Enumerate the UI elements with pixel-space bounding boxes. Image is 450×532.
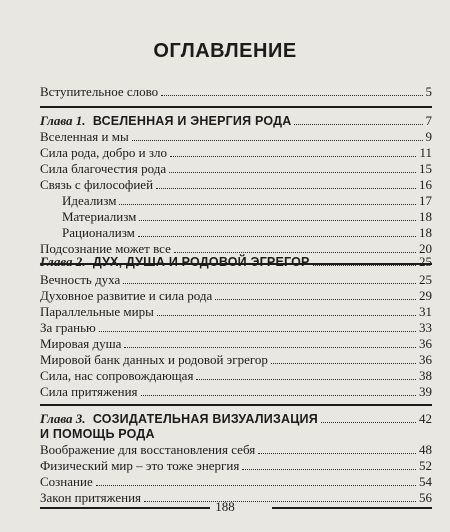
entry-text: Материализм bbox=[62, 209, 137, 224]
entry-page: 56 bbox=[419, 490, 432, 505]
dot-leader bbox=[196, 369, 416, 380]
dot-leader bbox=[96, 475, 416, 486]
entry-text: Закон притяжения bbox=[40, 490, 142, 505]
chapter-label: Глава 3. bbox=[40, 411, 86, 426]
entry-page: 42 bbox=[419, 411, 432, 426]
dot-leader bbox=[156, 178, 416, 189]
dot-leader bbox=[169, 162, 416, 173]
entry-page: 20 bbox=[419, 241, 432, 256]
chapter-label: Глава 2. bbox=[40, 254, 86, 269]
entry-text: Вступительное слово bbox=[40, 84, 159, 99]
page-number: 188 bbox=[215, 499, 235, 514]
toc-entry[interactable] bbox=[40, 336, 432, 352]
entry-page: 33 bbox=[419, 320, 432, 335]
dot-leader bbox=[119, 194, 416, 205]
entry-page: 25 bbox=[419, 272, 432, 287]
entry-text: Рационализм bbox=[62, 225, 135, 240]
entry-page: 18 bbox=[419, 209, 432, 224]
page-title: ОГЛАВЛЕНИЕ bbox=[153, 40, 297, 62]
dot-leader bbox=[99, 321, 416, 332]
toc-entry[interactable] bbox=[40, 474, 432, 490]
entry-text: Сознание bbox=[40, 474, 93, 489]
entry-page: 17 bbox=[419, 193, 432, 208]
dot-leader bbox=[242, 459, 416, 470]
entry-page: 15 bbox=[419, 161, 432, 176]
entry-text: Воображение для восстановления себя bbox=[40, 442, 256, 457]
entry-text: Сила притяжения bbox=[40, 384, 138, 399]
dot-leader bbox=[321, 412, 416, 423]
dot-leader bbox=[132, 130, 423, 141]
footer-rule-right bbox=[272, 507, 432, 509]
dot-leader bbox=[170, 146, 417, 157]
toc-entry-intro[interactable] bbox=[40, 84, 432, 100]
toc-chapter-3[interactable] bbox=[40, 411, 432, 427]
entry-page: 48 bbox=[419, 442, 432, 457]
dot-leader bbox=[161, 85, 422, 96]
dot-leader bbox=[215, 289, 416, 300]
toc-entry[interactable] bbox=[40, 352, 432, 368]
dot-leader bbox=[258, 443, 416, 454]
chapter-heading-continuation: И ПОМОЩЬ РОДА bbox=[40, 427, 155, 441]
entry-page: 38 bbox=[419, 368, 432, 383]
entry-text: Вселенная и мы bbox=[40, 129, 129, 144]
entry-page: 31 bbox=[419, 304, 432, 319]
dot-leader bbox=[174, 242, 416, 253]
dot-leader bbox=[139, 210, 416, 221]
chapter-heading: СОЗИДАТЕЛЬНАЯ ВИЗУАЛИЗАЦИЯ bbox=[92, 412, 318, 426]
entry-text: Подсознание может все bbox=[40, 241, 171, 256]
section-divider bbox=[40, 404, 432, 406]
toc-chapter-2[interactable] bbox=[40, 254, 432, 270]
toc-chapter-1[interactable] bbox=[40, 113, 432, 129]
entry-page: 25 bbox=[419, 254, 432, 269]
dot-leader bbox=[271, 353, 416, 364]
entry-page: 16 bbox=[419, 177, 432, 192]
chapter-heading: ВСЕЛЕННАЯ И ЭНЕРГИЯ РОДА bbox=[92, 114, 292, 128]
dot-leader bbox=[294, 114, 422, 125]
entry-page: 5 bbox=[425, 84, 432, 99]
toc-subentry[interactable] bbox=[62, 209, 432, 225]
entry-text: Сила благочестия рода bbox=[40, 161, 167, 176]
toc-subentry[interactable] bbox=[62, 225, 432, 241]
toc-entry[interactable] bbox=[40, 161, 432, 177]
entry-text: Физический мир – это тоже энергия bbox=[40, 458, 240, 473]
entry-page: 11 bbox=[419, 145, 432, 160]
entry-page: 29 bbox=[419, 288, 432, 303]
entry-text: Мировой банк данных и родовой эгрегор bbox=[40, 352, 268, 367]
entry-text: Вечность духа bbox=[40, 272, 121, 287]
entry-page: 18 bbox=[419, 225, 432, 240]
toc-entry[interactable] bbox=[40, 177, 432, 193]
entry-text: Духовное развитие и сила рода bbox=[40, 288, 213, 303]
toc-entry[interactable] bbox=[40, 320, 432, 336]
entry-page: 36 bbox=[419, 336, 432, 351]
entry-text: За гранью bbox=[40, 320, 96, 335]
entry-page: 9 bbox=[425, 129, 432, 144]
toc-entry[interactable] bbox=[40, 288, 432, 304]
entry-text: Параллельные миры bbox=[40, 304, 154, 319]
toc-entry[interactable] bbox=[40, 145, 432, 161]
toc-entry[interactable] bbox=[40, 129, 432, 145]
dot-leader bbox=[124, 337, 416, 348]
toc-entry[interactable] bbox=[40, 442, 432, 458]
entry-text: Сила рода, добро и зло bbox=[40, 145, 167, 160]
entry-page: 36 bbox=[419, 352, 432, 367]
toc-entry[interactable] bbox=[40, 384, 432, 400]
entry-text: Сила, нас сопровождающая bbox=[40, 368, 194, 383]
dot-leader bbox=[123, 273, 416, 284]
entry-text: Идеализм bbox=[62, 193, 117, 208]
entry-page: 7 bbox=[425, 113, 432, 128]
dot-leader bbox=[141, 385, 416, 396]
toc-entry[interactable] bbox=[40, 272, 432, 288]
dot-leader bbox=[138, 226, 416, 237]
toc-subentry[interactable] bbox=[62, 193, 432, 209]
entry-page: 54 bbox=[419, 474, 432, 489]
toc-entry[interactable] bbox=[40, 458, 432, 474]
toc-entry[interactable] bbox=[40, 304, 432, 320]
entry-text: Мировая душа bbox=[40, 336, 122, 351]
dot-leader bbox=[157, 305, 416, 316]
chapter-label: Глава 1. bbox=[40, 113, 86, 128]
entry-page: 39 bbox=[419, 384, 432, 399]
entry-text: Связь с философией bbox=[40, 177, 154, 192]
entry-page: 52 bbox=[419, 458, 432, 473]
chapter-heading: ДУХ, ДУША И РОДОВОЙ ЭГРЕГОР bbox=[92, 255, 310, 269]
toc-entry[interactable] bbox=[40, 368, 432, 384]
dot-leader bbox=[313, 255, 416, 266]
section-divider bbox=[40, 106, 432, 108]
